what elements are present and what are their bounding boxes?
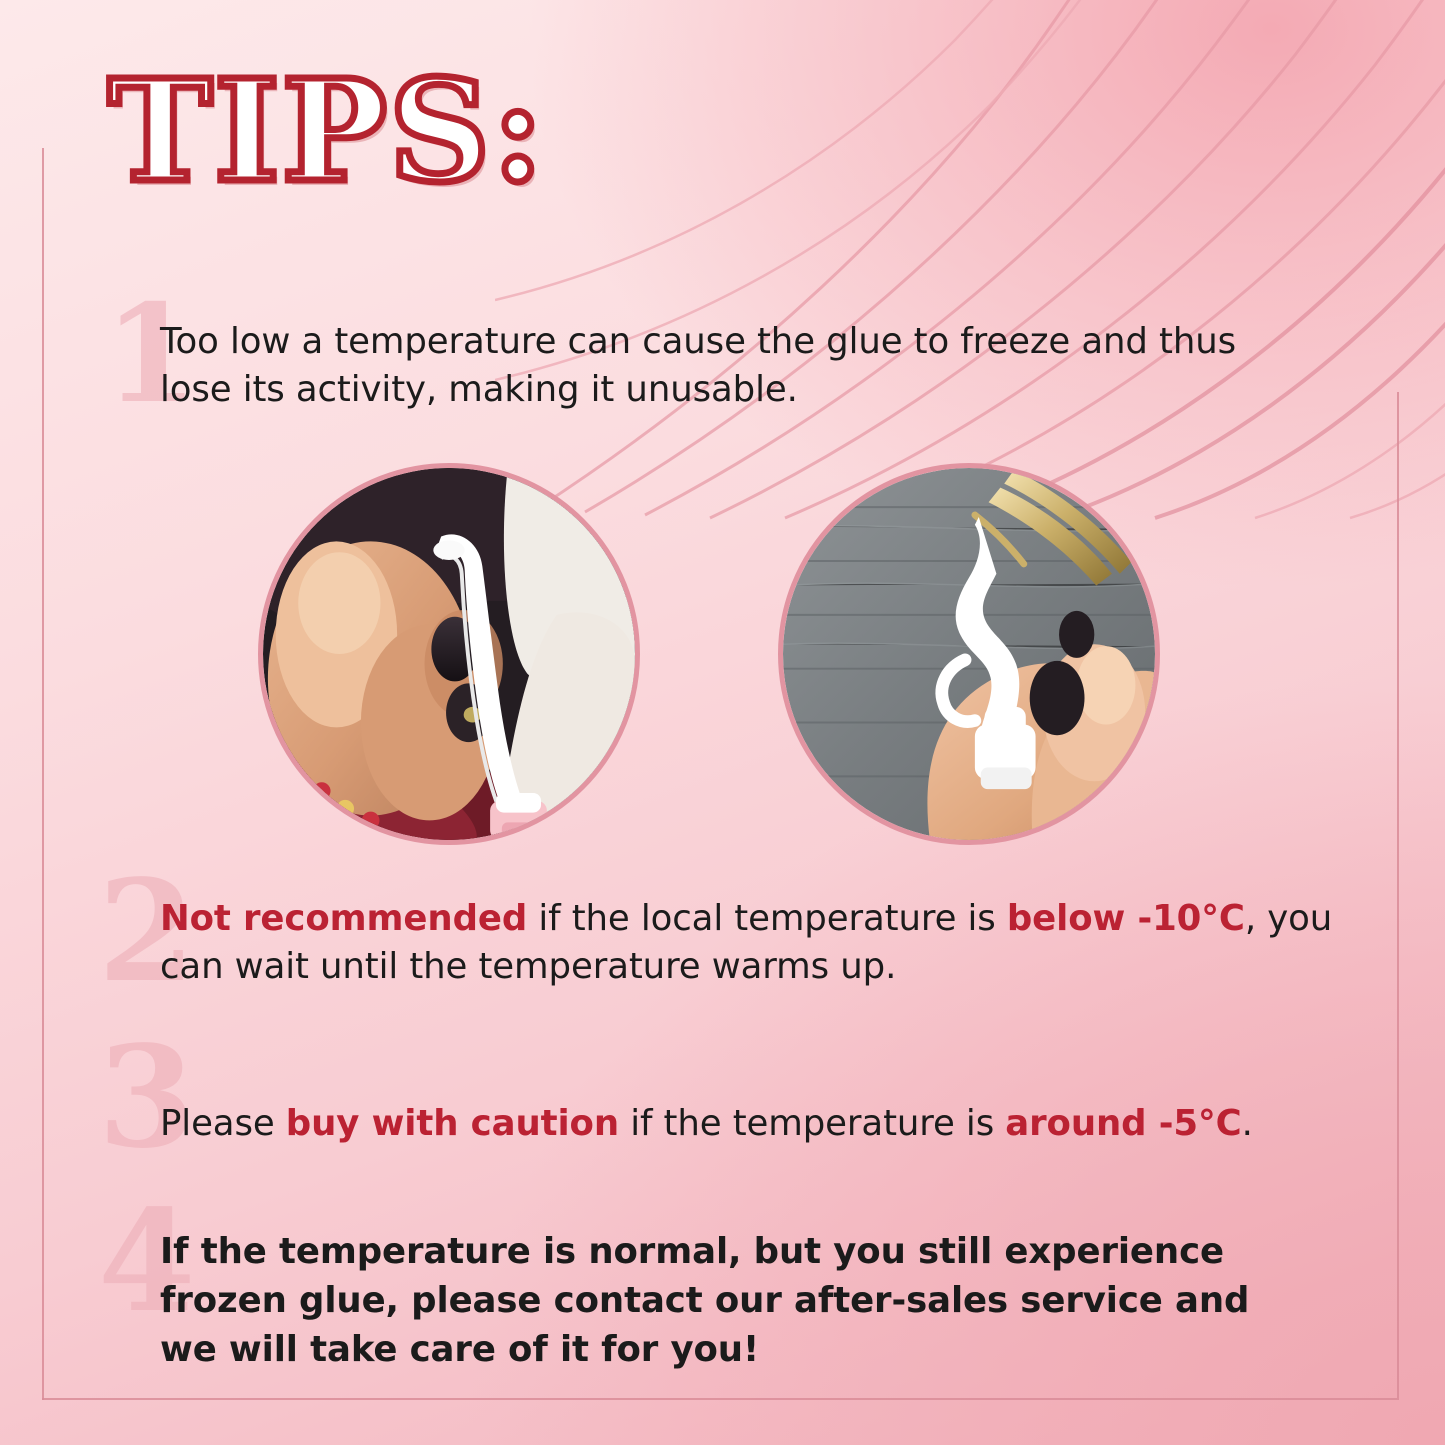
body-text: , you can wait until the temperature warms up. <box>160 898 1333 987</box>
tip-text-2 <box>160 895 1340 990</box>
body-text: if the local temperature is <box>527 898 1007 939</box>
highlighted-text: around -5°C <box>1005 1103 1242 1144</box>
tip-text-1 <box>160 318 1290 413</box>
decorative-swirls <box>495 0 1445 520</box>
body-text: Too low a temperature can cause the glue to freeze and thus lose its activity, making it unusable. <box>160 321 1237 410</box>
tip-text-3 <box>160 1100 1360 1148</box>
tip-text-4 <box>160 1228 1290 1375</box>
body-text: . <box>1241 1103 1253 1144</box>
photo-glue-applicator <box>258 463 640 845</box>
highlighted-text: buy with caution <box>285 1103 620 1144</box>
body-text: If the temperature is normal, but you still experience frozen glue, please contact our after-sales service and we will take care of it for you! <box>160 1231 1250 1370</box>
highlighted-text: Not recommended <box>160 898 528 939</box>
frame-line-bottom <box>42 1398 1397 1400</box>
tip-number-3: 3 <box>98 1016 196 1180</box>
tip-number-2: 2 <box>98 850 196 1014</box>
tip-number-1: 1 <box>104 274 198 433</box>
tip-number-4: 4 <box>98 1180 196 1344</box>
photo-tweezers-glue <box>778 463 1160 845</box>
body-text: if the temperature is <box>619 1103 1006 1144</box>
page-title: TIPS: <box>108 50 546 214</box>
body-text: Please <box>160 1103 286 1144</box>
photo-row <box>0 463 1445 858</box>
highlighted-text: below -10°C <box>1006 898 1245 939</box>
